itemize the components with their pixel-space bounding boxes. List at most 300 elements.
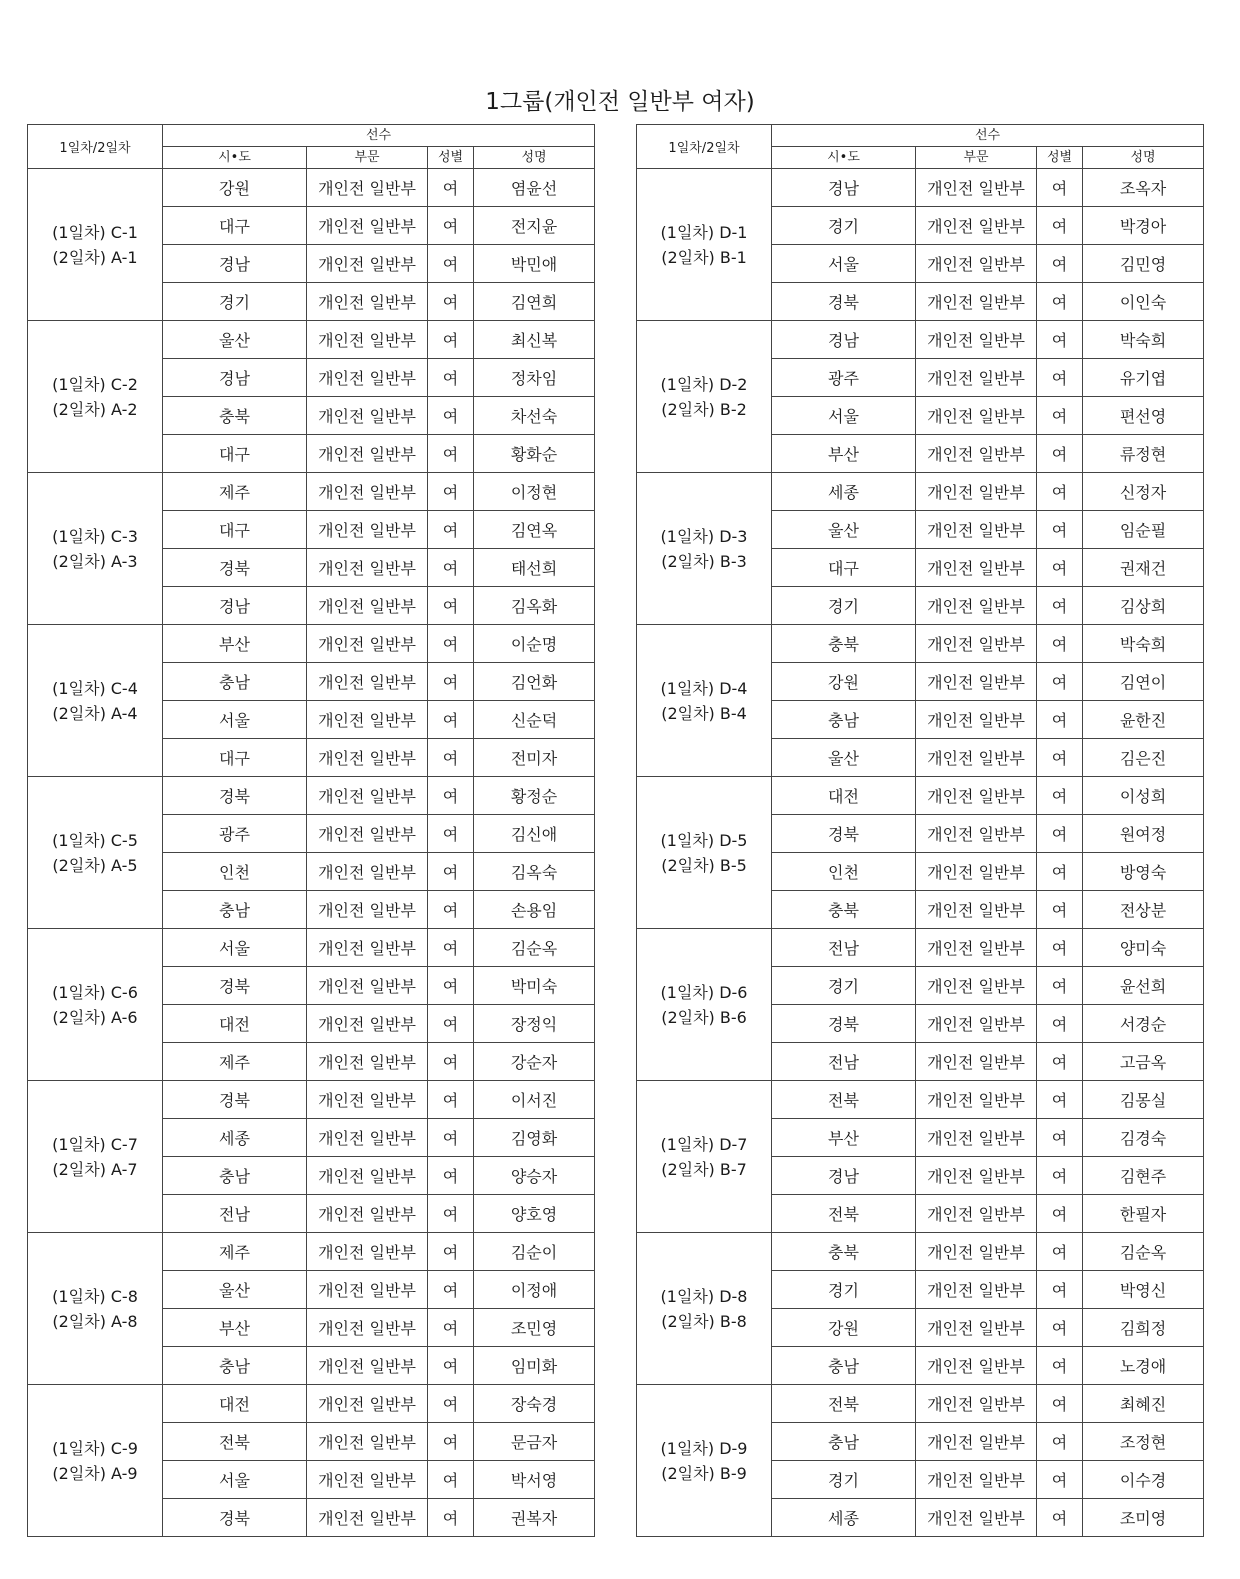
division-cell: 개인전 일반부: [916, 473, 1037, 511]
name-cell: 김옥화: [474, 587, 595, 625]
gender-cell: 여: [1037, 283, 1083, 321]
region-cell: 세종: [772, 473, 916, 511]
group-label: [637, 169, 772, 321]
name-cell: 유기엽: [1083, 359, 1204, 397]
group-day1-label: (1일차) D-5: [660, 830, 748, 850]
region-cell: 제주: [163, 473, 307, 511]
name-cell: 장정익: [474, 1005, 595, 1043]
group-label: [28, 1233, 163, 1385]
division-cell: 개인전 일반부: [916, 1233, 1037, 1271]
gender-cell: 여: [428, 701, 474, 739]
group-day2-label: (2일차) A-6: [52, 1007, 138, 1027]
gender-cell: 여: [428, 1499, 474, 1537]
gender-cell: 여: [428, 739, 474, 777]
region-cell: 경북: [772, 1005, 916, 1043]
name-cell: 신순덕: [474, 701, 595, 739]
division-cell: 개인전 일반부: [307, 701, 428, 739]
gender-cell: 여: [428, 777, 474, 815]
name-cell: 윤한진: [1083, 701, 1204, 739]
division-cell: 개인전 일반부: [916, 1005, 1037, 1043]
group-day2-label: (2일차) A-4: [52, 703, 138, 723]
division-cell: 개인전 일반부: [916, 511, 1037, 549]
group-day1-label: (1일차) D-1: [660, 222, 748, 242]
group-day2-label: (2일차) B-2: [661, 399, 747, 419]
group-day2-label: (2일차) A-9: [52, 1463, 138, 1483]
name-cell: 임미화: [474, 1347, 595, 1385]
gender-cell: 여: [428, 1461, 474, 1499]
gender-cell: 여: [428, 1081, 474, 1119]
group-label: [28, 169, 163, 321]
name-cell: 김몽실: [1083, 1081, 1204, 1119]
division-cell: 개인전 일반부: [916, 815, 1037, 853]
region-cell: 충남: [163, 891, 307, 929]
name-cell: 김순이: [474, 1233, 595, 1271]
region-cell: 제주: [163, 1043, 307, 1081]
division-cell: 개인전 일반부: [307, 777, 428, 815]
division-cell: 개인전 일반부: [307, 549, 428, 587]
gender-cell: 여: [428, 1157, 474, 1195]
region-cell: 경북: [163, 549, 307, 587]
name-cell: 손용임: [474, 891, 595, 929]
division-cell: 개인전 일반부: [916, 1423, 1037, 1461]
group-day2-label: (2일차) B-7: [661, 1159, 747, 1179]
table-row: [637, 1385, 1204, 1423]
division-cell: 개인전 일반부: [916, 777, 1037, 815]
gender-cell: 여: [428, 397, 474, 435]
group-label: [637, 625, 772, 777]
division-cell: 개인전 일반부: [916, 1043, 1037, 1081]
gender-cell: 여: [1037, 549, 1083, 587]
group-day2-label: (2일차) A-5: [52, 855, 138, 875]
region-cell: 경북: [772, 815, 916, 853]
group-day1-label: (1일차) C-9: [52, 1438, 138, 1458]
region-cell: 경북: [163, 1499, 307, 1537]
group-day2-label: (2일차) B-5: [661, 855, 747, 875]
gender-cell: 여: [1037, 473, 1083, 511]
region-cell: 서울: [772, 245, 916, 283]
group-day2-label: (2일차) B-9: [661, 1463, 747, 1483]
gender-cell: 여: [1037, 739, 1083, 777]
gender-cell: 여: [1037, 815, 1083, 853]
gender-cell: 여: [1037, 1347, 1083, 1385]
gender-cell: 여: [1037, 1309, 1083, 1347]
gender-cell: 여: [1037, 1043, 1083, 1081]
name-cell: 김연옥: [474, 511, 595, 549]
table-row: [637, 473, 1204, 511]
region-cell: 경남: [163, 245, 307, 283]
region-cell: 경남: [772, 321, 916, 359]
region-cell: 제주: [163, 1233, 307, 1271]
division-cell: 개인전 일반부: [916, 169, 1037, 207]
name-cell: 김경숙: [1083, 1119, 1204, 1157]
name-cell: 이정현: [474, 473, 595, 511]
region-cell: 인천: [772, 853, 916, 891]
region-cell: 경북: [772, 283, 916, 321]
region-cell: 부산: [163, 625, 307, 663]
group-label: [28, 777, 163, 929]
division-cell: 개인전 일반부: [307, 853, 428, 891]
name-cell: 양호영: [474, 1195, 595, 1233]
gender-cell: 여: [428, 1385, 474, 1423]
gender-cell: 여: [428, 283, 474, 321]
region-cell: 울산: [772, 511, 916, 549]
name-cell: 박미숙: [474, 967, 595, 1005]
name-cell: 조옥자: [1083, 169, 1204, 207]
header-gender: 성별: [1037, 147, 1083, 169]
region-cell: 울산: [163, 321, 307, 359]
division-cell: 개인전 일반부: [307, 967, 428, 1005]
division-cell: 개인전 일반부: [307, 1081, 428, 1119]
division-cell: 개인전 일반부: [307, 1271, 428, 1309]
name-cell: 박숙희: [1083, 625, 1204, 663]
gender-cell: 여: [428, 435, 474, 473]
gender-cell: 여: [1037, 777, 1083, 815]
group-label: [637, 1233, 772, 1385]
name-cell: 김신애: [474, 815, 595, 853]
division-cell: 개인전 일반부: [916, 587, 1037, 625]
name-cell: 전지윤: [474, 207, 595, 245]
name-cell: 임순필: [1083, 511, 1204, 549]
group-day2-label: (2일차) B-3: [661, 551, 747, 571]
region-cell: 경기: [772, 1461, 916, 1499]
region-cell: 충북: [772, 625, 916, 663]
division-cell: 개인전 일반부: [307, 1423, 428, 1461]
region-cell: 서울: [163, 1461, 307, 1499]
group-day1-label: (1일차) C-4: [52, 678, 138, 698]
header-division: 부문: [916, 147, 1037, 169]
gender-cell: 여: [1037, 625, 1083, 663]
gender-cell: 여: [1037, 207, 1083, 245]
division-cell: 개인전 일반부: [307, 283, 428, 321]
division-cell: 개인전 일반부: [307, 1461, 428, 1499]
region-cell: 경기: [772, 967, 916, 1005]
gender-cell: 여: [1037, 1271, 1083, 1309]
region-cell: 세종: [772, 1499, 916, 1537]
gender-cell: 여: [428, 473, 474, 511]
group-label: [637, 1081, 772, 1233]
name-cell: 조민영: [474, 1309, 595, 1347]
gender-cell: 여: [1037, 701, 1083, 739]
region-cell: 경남: [163, 359, 307, 397]
roster-table-left: [27, 124, 595, 1537]
roster-body: [28, 169, 595, 1537]
gender-cell: 여: [1037, 1423, 1083, 1461]
name-cell: 이서진: [474, 1081, 595, 1119]
table-row: [637, 1233, 1204, 1271]
name-cell: 김순옥: [1083, 1233, 1204, 1271]
region-cell: 충북: [772, 891, 916, 929]
gender-cell: 여: [428, 891, 474, 929]
gender-cell: 여: [1037, 1119, 1083, 1157]
division-cell: 개인전 일반부: [916, 625, 1037, 663]
gender-cell: 여: [1037, 587, 1083, 625]
name-cell: 김현주: [1083, 1157, 1204, 1195]
group-day1-label: (1일차) C-3: [52, 526, 138, 546]
name-cell: 김연이: [1083, 663, 1204, 701]
gender-cell: 여: [1037, 511, 1083, 549]
gender-cell: 여: [1037, 1499, 1083, 1537]
page-title: 1그룹(개인전 일반부 여자): [485, 89, 755, 115]
group-label: [28, 625, 163, 777]
gender-cell: 여: [428, 1119, 474, 1157]
region-cell: 울산: [772, 739, 916, 777]
gender-cell: 여: [1037, 321, 1083, 359]
group-label: [28, 321, 163, 473]
region-cell: 경남: [772, 169, 916, 207]
division-cell: 개인전 일반부: [916, 891, 1037, 929]
division-cell: 개인전 일반부: [916, 321, 1037, 359]
name-cell: 신정자: [1083, 473, 1204, 511]
gender-cell: 여: [428, 359, 474, 397]
gender-cell: 여: [428, 207, 474, 245]
division-cell: 개인전 일반부: [916, 397, 1037, 435]
group-label: [28, 1081, 163, 1233]
gender-cell: 여: [428, 929, 474, 967]
gender-cell: 여: [428, 321, 474, 359]
division-cell: 개인전 일반부: [307, 1309, 428, 1347]
name-cell: 박영신: [1083, 1271, 1204, 1309]
header-name: 성명: [1083, 147, 1204, 169]
region-cell: 전남: [772, 929, 916, 967]
gender-cell: 여: [428, 587, 474, 625]
gender-cell: 여: [428, 245, 474, 283]
name-cell: 편선영: [1083, 397, 1204, 435]
division-cell: 개인전 일반부: [307, 1347, 428, 1385]
division-cell: 개인전 일반부: [307, 359, 428, 397]
region-cell: 전북: [163, 1423, 307, 1461]
division-cell: 개인전 일반부: [916, 245, 1037, 283]
region-cell: 경남: [163, 587, 307, 625]
name-cell: 황화순: [474, 435, 595, 473]
name-cell: 박서영: [474, 1461, 595, 1499]
table-row: [28, 1385, 595, 1423]
name-cell: 정차임: [474, 359, 595, 397]
gender-cell: 여: [1037, 967, 1083, 1005]
name-cell: 김희정: [1083, 1309, 1204, 1347]
name-cell: 황정순: [474, 777, 595, 815]
header-day: 1일차/2일차: [28, 125, 163, 169]
region-cell: 충남: [163, 1347, 307, 1385]
region-cell: 전북: [772, 1081, 916, 1119]
region-cell: 서울: [163, 929, 307, 967]
region-cell: 광주: [163, 815, 307, 853]
gender-cell: 여: [1037, 929, 1083, 967]
region-cell: 경북: [163, 777, 307, 815]
group-day2-label: (2일차) B-6: [661, 1007, 747, 1027]
region-cell: 대구: [163, 511, 307, 549]
region-cell: 전북: [772, 1385, 916, 1423]
region-cell: 경기: [772, 207, 916, 245]
header-player: 선수: [163, 125, 595, 147]
name-cell: 김옥숙: [474, 853, 595, 891]
name-cell: 이순명: [474, 625, 595, 663]
division-cell: 개인전 일반부: [307, 511, 428, 549]
name-cell: 이정애: [474, 1271, 595, 1309]
gender-cell: 여: [1037, 359, 1083, 397]
region-cell: 대전: [163, 1005, 307, 1043]
division-cell: 개인전 일반부: [307, 245, 428, 283]
region-cell: 전남: [163, 1195, 307, 1233]
region-cell: 충남: [772, 1423, 916, 1461]
group-day1-label: (1일차) D-8: [660, 1286, 748, 1306]
gender-cell: 여: [1037, 1195, 1083, 1233]
group-day1-label: (1일차) C-8: [52, 1286, 138, 1306]
table-row: [28, 929, 595, 967]
region-cell: 경기: [772, 1271, 916, 1309]
division-cell: 개인전 일반부: [916, 549, 1037, 587]
gender-cell: 여: [1037, 435, 1083, 473]
division-cell: 개인전 일반부: [916, 1461, 1037, 1499]
gender-cell: 여: [428, 549, 474, 587]
group-day1-label: (1일차) D-7: [660, 1134, 748, 1154]
gender-cell: 여: [1037, 169, 1083, 207]
group-day2-label: (2일차) B-4: [661, 703, 747, 723]
group-day1-label: (1일차) C-5: [52, 830, 138, 850]
region-cell: 대전: [772, 777, 916, 815]
region-cell: 강원: [163, 169, 307, 207]
gender-cell: 여: [428, 815, 474, 853]
table-row: [28, 169, 595, 207]
region-cell: 충남: [772, 701, 916, 739]
division-cell: 개인전 일반부: [916, 701, 1037, 739]
header-region: 시•도: [163, 147, 307, 169]
name-cell: 윤선희: [1083, 967, 1204, 1005]
division-cell: 개인전 일반부: [307, 1043, 428, 1081]
division-cell: 개인전 일반부: [916, 283, 1037, 321]
division-cell: 개인전 일반부: [307, 891, 428, 929]
group-label: [637, 1385, 772, 1537]
division-cell: 개인전 일반부: [307, 1195, 428, 1233]
group-label: [28, 929, 163, 1081]
header-day: 1일차/2일차: [637, 125, 772, 169]
group-day2-label: (2일차) A-7: [52, 1159, 138, 1179]
group-day2-label: (2일차) B-8: [661, 1311, 747, 1331]
header-division: 부문: [307, 147, 428, 169]
region-cell: 부산: [163, 1309, 307, 1347]
division-cell: 개인전 일반부: [307, 815, 428, 853]
region-cell: 서울: [163, 701, 307, 739]
division-cell: 개인전 일반부: [916, 663, 1037, 701]
division-cell: 개인전 일반부: [307, 739, 428, 777]
division-cell: 개인전 일반부: [916, 1119, 1037, 1157]
table-row: [28, 777, 595, 815]
name-cell: 양승자: [474, 1157, 595, 1195]
division-cell: 개인전 일반부: [916, 929, 1037, 967]
division-cell: 개인전 일반부: [307, 1499, 428, 1537]
group-label: [637, 473, 772, 625]
group-day1-label: (1일차) C-6: [52, 982, 138, 1002]
group-day2-label: (2일차) A-3: [52, 551, 138, 571]
name-cell: 김연희: [474, 283, 595, 321]
region-cell: 충북: [163, 397, 307, 435]
division-cell: 개인전 일반부: [916, 967, 1037, 1005]
name-cell: 방영숙: [1083, 853, 1204, 891]
table-row: [28, 473, 595, 511]
name-cell: 김영화: [474, 1119, 595, 1157]
division-cell: 개인전 일반부: [307, 1385, 428, 1423]
region-cell: 경북: [163, 967, 307, 1005]
gender-cell: 여: [428, 1005, 474, 1043]
group-label: [637, 321, 772, 473]
gender-cell: 여: [1037, 1461, 1083, 1499]
division-cell: 개인전 일반부: [307, 1157, 428, 1195]
gender-cell: 여: [428, 663, 474, 701]
gender-cell: 여: [428, 511, 474, 549]
division-cell: 개인전 일반부: [307, 1119, 428, 1157]
name-cell: 노경애: [1083, 1347, 1204, 1385]
gender-cell: 여: [428, 1195, 474, 1233]
table-row: [637, 777, 1204, 815]
roster-body: [637, 169, 1204, 1537]
group-day1-label: (1일차) D-3: [660, 526, 748, 546]
gender-cell: 여: [428, 625, 474, 663]
division-cell: 개인전 일반부: [307, 473, 428, 511]
gender-cell: 여: [1037, 853, 1083, 891]
gender-cell: 여: [1037, 1005, 1083, 1043]
table-row: [637, 1081, 1204, 1119]
group-day2-label: (2일차) B-1: [661, 247, 747, 267]
name-cell: 조미영: [1083, 1499, 1204, 1537]
table-row: [28, 1233, 595, 1271]
header-gender: 성별: [428, 147, 474, 169]
region-cell: 경기: [772, 587, 916, 625]
region-cell: 강원: [772, 663, 916, 701]
gender-cell: 여: [428, 1423, 474, 1461]
name-cell: 김순옥: [474, 929, 595, 967]
group-day1-label: (1일차) D-4: [660, 678, 748, 698]
group-day1-label: (1일차) D-9: [660, 1438, 748, 1458]
gender-cell: 여: [1037, 1385, 1083, 1423]
region-cell: 충남: [772, 1347, 916, 1385]
name-cell: 박경아: [1083, 207, 1204, 245]
table-row: [637, 625, 1204, 663]
name-cell: 류정현: [1083, 435, 1204, 473]
division-cell: 개인전 일반부: [916, 739, 1037, 777]
name-cell: 김은진: [1083, 739, 1204, 777]
header-player: 선수: [772, 125, 1204, 147]
gender-cell: 여: [428, 853, 474, 891]
division-cell: 개인전 일반부: [916, 1309, 1037, 1347]
name-cell: 전상분: [1083, 891, 1204, 929]
division-cell: 개인전 일반부: [307, 435, 428, 473]
name-cell: 조정현: [1083, 1423, 1204, 1461]
name-cell: 박숙희: [1083, 321, 1204, 359]
table-row: [28, 1081, 595, 1119]
division-cell: 개인전 일반부: [916, 853, 1037, 891]
group-day2-label: (2일차) A-2: [52, 399, 138, 419]
gender-cell: 여: [1037, 663, 1083, 701]
division-cell: 개인전 일반부: [307, 207, 428, 245]
division-cell: 개인전 일반부: [307, 1233, 428, 1271]
group-day1-label: (1일차) C-2: [52, 374, 138, 394]
table-row: [28, 625, 595, 663]
group-day2-label: (2일차) A-8: [52, 1311, 138, 1331]
region-cell: 세종: [163, 1119, 307, 1157]
region-cell: 대구: [772, 549, 916, 587]
region-cell: 충남: [163, 1157, 307, 1195]
region-cell: 서울: [772, 397, 916, 435]
gender-cell: 여: [1037, 1157, 1083, 1195]
name-cell: 양미숙: [1083, 929, 1204, 967]
group-day2-label: (2일차) A-1: [52, 247, 138, 267]
region-cell: 전북: [772, 1195, 916, 1233]
gender-cell: 여: [1037, 1233, 1083, 1271]
group-day1-label: (1일차) C-7: [52, 1134, 138, 1154]
division-cell: 개인전 일반부: [307, 625, 428, 663]
region-cell: 대구: [163, 435, 307, 473]
name-cell: 권재건: [1083, 549, 1204, 587]
division-cell: 개인전 일반부: [307, 587, 428, 625]
